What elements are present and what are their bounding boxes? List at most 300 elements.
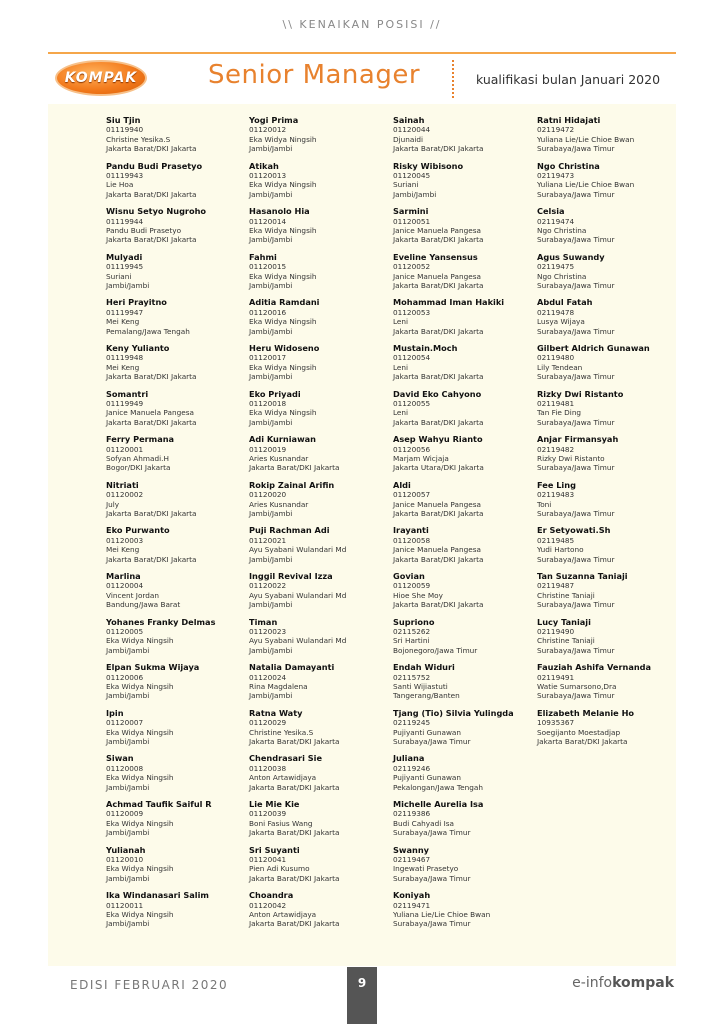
- member-id: 01120008: [106, 763, 144, 773]
- member-sponsor: Anton Artawidjaya: [249, 773, 317, 783]
- member-id: 01120015: [249, 262, 287, 272]
- member-name: Risky Wibisono: [393, 160, 464, 171]
- member-id: 02115262: [393, 626, 431, 636]
- member-entry: [393, 207, 543, 253]
- member-name: Pandu Budi Prasetyo: [106, 160, 203, 171]
- header-rule: [48, 52, 676, 54]
- member-name: Atikah: [249, 160, 279, 171]
- member-location: Bandung/Jawa Barat: [106, 600, 181, 610]
- kompak-logo: [55, 60, 147, 96]
- member-name: Rokip Zainal Arifin: [249, 479, 335, 490]
- member-location: Surabaya/Jawa Timur: [537, 463, 615, 473]
- member-id: 01120006: [106, 672, 144, 682]
- member-sponsor: Lusya Wijaya: [537, 317, 585, 327]
- member-sponsor: Suriani: [106, 271, 132, 281]
- member-entry: [393, 663, 543, 709]
- member-id: 02115752: [393, 672, 431, 682]
- member-id: 01120012: [249, 125, 287, 135]
- member-id: 01120002: [106, 490, 144, 500]
- member-id: 01120039: [249, 809, 287, 819]
- member-name: Natalia Damayanti: [249, 662, 335, 673]
- member-location: Jakarta Barat/DKI Jakarta: [106, 235, 197, 245]
- member-column-2: [249, 116, 399, 937]
- member-location: Jakarta Barat/DKI Jakarta: [393, 417, 484, 427]
- member-name: Govian: [393, 570, 425, 581]
- member-location: Jakarta Barat/DKI Jakarta: [537, 736, 628, 746]
- member-location: Jakarta Barat/DKI Jakarta: [249, 919, 340, 929]
- member-name: Gilbert Aldrich Gunawan: [537, 342, 650, 353]
- member-name: Ipin: [106, 707, 124, 718]
- member-entry: [393, 162, 543, 208]
- member-entry: [537, 618, 687, 664]
- member-name: Eko Purwanto: [106, 525, 170, 536]
- page-number: 9: [357, 976, 367, 990]
- member-sponsor: Soegijanto Moestadjap: [537, 727, 621, 737]
- member-name: Celsia: [537, 206, 565, 217]
- member-id: 01120016: [249, 307, 287, 317]
- member-sponsor: Sri Hartini: [393, 636, 430, 646]
- member-location: Jambi/Jambi: [249, 189, 293, 199]
- member-name: Wisnu Setyo Nugroho: [106, 206, 207, 217]
- member-sponsor: Pujiyanti Gunawan: [393, 773, 462, 783]
- member-id: 01120010: [106, 854, 144, 864]
- member-location: Surabaya/Jawa Timur: [537, 691, 615, 701]
- member-location: Jakarta Barat/DKI Jakarta: [393, 144, 484, 154]
- member-name: Fahmi: [249, 251, 277, 262]
- member-entry: [249, 663, 399, 709]
- member-location: Surabaya/Jawa Timur: [537, 372, 615, 382]
- member-sponsor: Christine Taniaji: [537, 590, 595, 600]
- member-sponsor: Eka Widya Ningsih: [249, 226, 317, 235]
- member-sponsor: Budi Cahyadi Isa: [393, 818, 454, 828]
- member-entry: [537, 709, 687, 755]
- member-id: 01120045: [393, 171, 431, 180]
- member-name: Rizky Dwi Ristanto: [537, 388, 624, 399]
- member-name: Mustain.Moch: [393, 342, 458, 353]
- member-id: 01120056: [393, 444, 431, 454]
- member-entry: [249, 207, 399, 253]
- member-location: Surabaya/Jawa Timur: [537, 144, 615, 154]
- member-location: Pekalongan/Jawa Tengah: [393, 782, 483, 792]
- member-sponsor: Eka Widya Ningsih: [106, 727, 174, 737]
- member-location: Surabaya/Jawa Timur: [537, 235, 615, 245]
- member-entry: [537, 116, 687, 162]
- member-name: Somantri: [106, 388, 149, 399]
- member-sponsor: Rizky Dwi Ristanto: [537, 453, 605, 463]
- member-sponsor: Watie Sumarsono,Dra: [537, 681, 617, 691]
- member-sponsor: Tan Fie Ding: [537, 408, 582, 418]
- member-sponsor: Eka Widya Ningsih: [249, 180, 317, 190]
- member-name: Mulyadi: [106, 251, 143, 262]
- member-id: 01120001: [106, 444, 144, 454]
- member-id: 02119473: [537, 171, 575, 180]
- member-name: Achmad Taufik Saiful R: [106, 798, 212, 809]
- member-location: Jakarta Barat/DKI Jakarta: [393, 235, 484, 245]
- member-name: Fauziah Ashifa Vernanda: [537, 662, 652, 673]
- member-id: 02119482: [537, 444, 575, 454]
- member-sponsor: Leni: [393, 317, 409, 327]
- member-sponsor: Mei Keng: [106, 545, 140, 555]
- member-entry: [106, 344, 256, 390]
- member-id: 02119472: [537, 125, 575, 135]
- edition-label: EDISI FEBRUARI 2020: [70, 978, 229, 992]
- member-location: Jakarta Barat/DKI Jakarta: [393, 508, 484, 518]
- member-entry: [393, 754, 543, 800]
- member-sponsor: Pandu Budi Prasetyo: [106, 226, 182, 235]
- member-location: Jakarta Barat/DKI Jakarta: [249, 736, 340, 746]
- member-name: Puji Rachman Adi: [249, 525, 330, 536]
- member-sponsor: Ngo Christina: [537, 271, 587, 281]
- member-location: Surabaya/Jawa Timur: [537, 326, 615, 336]
- member-entry: [249, 754, 399, 800]
- member-location: Jambi/Jambi: [249, 372, 293, 382]
- member-name: Lie Mie Kie: [249, 798, 300, 809]
- member-id: 02119481: [537, 398, 575, 408]
- member-entry: [249, 800, 399, 846]
- member-name: David Eko Cahyono: [393, 388, 482, 399]
- member-location: Jambi/Jambi: [249, 235, 293, 245]
- member-sponsor: Eka Widya Ningsih: [106, 864, 174, 874]
- member-column-3: [393, 116, 543, 937]
- member-name: Swanny: [393, 844, 429, 855]
- member-location: Surabaya/Jawa Timur: [393, 828, 471, 838]
- member-location: Jambi/Jambi: [249, 508, 293, 518]
- member-sponsor: Eka Widya Ningsih: [106, 909, 174, 919]
- member-location: Jakarta Barat/DKI Jakarta: [393, 326, 484, 336]
- member-sponsor: Santi Wijiastuti: [393, 681, 448, 691]
- member-column-4: [537, 116, 687, 754]
- member-name: Choandra: [249, 890, 294, 901]
- member-entry: [537, 162, 687, 208]
- member-sponsor: Janice Manuela Pangesa: [393, 226, 481, 235]
- member-name: Irayanti: [393, 525, 429, 536]
- member-id: 01119947: [106, 307, 144, 317]
- member-id: 01120020: [249, 490, 287, 500]
- member-sponsor: Janice Manuela Pangesa: [393, 545, 481, 555]
- member-location: Jambi/Jambi: [249, 600, 293, 610]
- member-entry: [537, 663, 687, 709]
- member-id: 01120058: [393, 535, 431, 545]
- qualification-period: kualifikasi bulan Januari 2020: [476, 72, 661, 87]
- member-sponsor: Eka Widya Ningsih: [106, 681, 174, 691]
- member-id: 01120051: [393, 216, 431, 226]
- member-name: Yulianah: [106, 844, 146, 855]
- member-sponsor: Yuliana Lie/Lie Chioe Bwan: [537, 134, 635, 144]
- member-entry: [537, 572, 687, 618]
- member-entry: [393, 481, 543, 527]
- member-entry: [393, 253, 543, 299]
- member-location: Jakarta Barat/DKI Jakarta: [249, 828, 340, 838]
- member-location: Pemalang/Jawa Tengah: [106, 326, 190, 336]
- member-location: Jambi/Jambi: [249, 417, 293, 427]
- member-location: Jambi/Jambi: [106, 919, 150, 929]
- member-id: 02119475: [537, 262, 575, 272]
- brand-prefix: e-info: [572, 975, 613, 991]
- member-sponsor: Ngo Christina: [537, 226, 587, 235]
- member-entry: [393, 390, 543, 436]
- member-location: Jakarta Barat/DKI Jakarta: [249, 463, 340, 473]
- member-name: Eveline Yansensus: [393, 251, 478, 262]
- member-location: Surabaya/Jawa Timur: [537, 554, 615, 564]
- member-sponsor: Marjam Wicjaja: [393, 453, 449, 463]
- member-name: Anjar Firmansyah: [537, 434, 619, 445]
- member-sponsor: Leni: [393, 362, 409, 372]
- member-sponsor: Yuliana Lie/Lie Chioe Bwan: [393, 909, 491, 919]
- member-sponsor: Rina Magdalena: [249, 681, 308, 691]
- member-name: Ferry Permana: [106, 434, 175, 445]
- member-location: Jambi/Jambi: [106, 782, 150, 792]
- member-entry: [106, 709, 256, 755]
- member-location: Tangerang/Banten: [393, 691, 460, 701]
- member-location: Jakarta Barat/DKI Jakarta: [106, 372, 197, 382]
- member-entry: [249, 162, 399, 208]
- section-title: \\ KENAIKAN POSISI //: [282, 18, 442, 31]
- member-name: Eko Priyadi: [249, 388, 301, 399]
- member-entry: [393, 344, 543, 390]
- member-sponsor: Eka Widya Ningsih: [249, 408, 317, 418]
- member-sponsor: Hioe She Moy: [393, 590, 443, 600]
- member-id: 02119474: [537, 216, 575, 226]
- page-title: Senior Manager: [208, 60, 421, 90]
- member-entry: [537, 253, 687, 299]
- member-location: Surabaya/Jawa Timur: [393, 873, 471, 883]
- member-entry: [249, 846, 399, 892]
- member-name: Keny Yulianto: [106, 342, 170, 353]
- member-sponsor: Toni: [537, 499, 552, 509]
- member-id: 01120054: [393, 353, 431, 363]
- member-entry: [249, 891, 399, 937]
- member-location: Bogor/DKI Jakarta: [106, 463, 171, 473]
- member-location: Jambi/Jambi: [249, 281, 293, 290]
- member-sponsor: Ayu Syabani Wulandari Md: [249, 590, 347, 600]
- member-id: 01120044: [393, 125, 431, 135]
- member-name: Heru Widoseno: [249, 342, 320, 353]
- member-id: 02119480: [537, 353, 575, 363]
- member-entry: [106, 846, 256, 892]
- member-id: 02119487: [537, 581, 575, 591]
- member-entry: [537, 298, 687, 344]
- member-id: 01119945: [106, 262, 144, 272]
- member-entry: [393, 298, 543, 344]
- member-id: 01119949: [106, 398, 144, 408]
- member-entry: [106, 481, 256, 527]
- member-id: 01120023: [249, 626, 287, 636]
- member-name: Elizabeth Melanie Ho: [537, 707, 635, 718]
- member-entry: [393, 800, 543, 846]
- member-entry: [393, 526, 543, 572]
- member-sponsor: Eka Widya Ningsih: [106, 636, 174, 646]
- member-id: 01120052: [393, 262, 431, 272]
- member-location: Surabaya/Jawa Timur: [537, 600, 615, 610]
- member-name: Marlina: [106, 570, 141, 581]
- member-name: Fee Ling: [537, 479, 576, 490]
- member-sponsor: Pien Adi Kusumo: [249, 864, 310, 874]
- member-entry: [537, 526, 687, 572]
- member-sponsor: Aries Kusnandar: [249, 499, 309, 509]
- member-id: 01120004: [106, 581, 144, 591]
- member-name: Sri Suyanti: [249, 844, 300, 855]
- member-id: 02119467: [393, 854, 431, 864]
- member-location: Jambi/Jambi: [249, 691, 293, 701]
- member-location: Jakarta Barat/DKI Jakarta: [393, 600, 484, 610]
- member-location: Jakarta Barat/DKI Jakarta: [249, 782, 340, 792]
- member-sponsor: Leni: [393, 408, 409, 418]
- member-entry: [106, 663, 256, 709]
- member-id: 02119245: [393, 718, 431, 728]
- member-location: Jakarta Barat/DKI Jakarta: [249, 873, 340, 883]
- member-name: Lucy Taniaji: [537, 616, 591, 627]
- member-name: Aditia Ramdani: [249, 297, 320, 308]
- member-name: Agus Suwandy: [537, 251, 605, 262]
- member-id: 02119485: [537, 535, 575, 545]
- member-id: 02119483: [537, 490, 575, 500]
- member-id: 01120057: [393, 490, 431, 500]
- member-name: Asep Wahyu Rianto: [393, 434, 483, 445]
- member-id: 01120011: [106, 900, 144, 910]
- member-name: Nitriati: [106, 479, 139, 490]
- member-location: Jambi/Jambi: [106, 691, 150, 701]
- member-location: Jambi/Jambi: [106, 828, 150, 838]
- member-id: 01120053: [393, 307, 431, 317]
- member-id: 02119386: [393, 809, 431, 819]
- member-sponsor: Yudi Hartono: [537, 545, 584, 555]
- member-location: Surabaya/Jawa Timur: [537, 508, 615, 518]
- member-sponsor: Yuliana Lie/Lie Chioe Bwan: [537, 180, 635, 190]
- member-name: Sarmini: [393, 206, 429, 217]
- member-sponsor: Lie Hoa: [106, 180, 134, 190]
- member-id: 01119940: [106, 125, 144, 135]
- member-id: 01120014: [249, 216, 287, 226]
- member-entry: [249, 526, 399, 572]
- member-name: Sainah: [393, 115, 425, 125]
- member-name: Adi Kurniawan: [249, 434, 316, 445]
- member-location: Jambi/Jambi: [249, 326, 293, 336]
- member-entry: [393, 846, 543, 892]
- member-name: Juliana: [393, 753, 425, 764]
- member-entry: [393, 891, 543, 937]
- member-name: Yogi Prima: [249, 115, 299, 125]
- member-location: Jambi/Jambi: [106, 873, 150, 883]
- member-location: Jambi/Jambi: [393, 189, 437, 199]
- member-id: 01119944: [106, 216, 144, 226]
- member-id: 01120018: [249, 398, 287, 408]
- member-location: Jambi/Jambi: [106, 736, 150, 746]
- member-entry: [393, 435, 543, 481]
- member-id: 01120007: [106, 718, 144, 728]
- brand-suffix: kompak: [612, 975, 674, 991]
- member-sponsor: Vincent Jordan: [106, 590, 160, 600]
- member-sponsor: Ingewati Prasetyo: [393, 864, 459, 874]
- member-name: Er Setyowati.Sh: [537, 525, 611, 536]
- member-name: Ratni Hidajati: [537, 115, 601, 125]
- member-entry: [249, 253, 399, 299]
- logo-text: KOMPAK: [64, 70, 138, 86]
- member-sponsor: Pujiyanti Gunawan: [393, 727, 462, 737]
- member-entry: [106, 390, 256, 436]
- member-name: Elpan Sukma Wijaya: [106, 662, 200, 673]
- member-column-1: [106, 116, 256, 937]
- member-sponsor: Ayu Syabani Wulandari Md: [249, 636, 347, 646]
- member-entry: [249, 572, 399, 618]
- member-location: Surabaya/Jawa Timur: [537, 645, 615, 655]
- member-entry: [537, 390, 687, 436]
- member-entry: [106, 526, 256, 572]
- member-location: Surabaya/Jawa Timur: [537, 189, 615, 199]
- member-location: Jakarta Barat/DKI Jakarta: [106, 508, 197, 518]
- member-id: 01120055: [393, 398, 431, 408]
- member-entry: [249, 116, 399, 162]
- member-name: Heri Prayitno: [106, 297, 167, 308]
- member-id: 02119490: [537, 626, 575, 636]
- member-entry: [106, 618, 256, 664]
- member-id: 01120038: [249, 763, 287, 773]
- member-id: 01120019: [249, 444, 287, 454]
- member-sponsor: Christine Yesika.S: [249, 727, 314, 737]
- member-id: 01120022: [249, 581, 287, 591]
- member-id: 02119246: [393, 763, 431, 773]
- member-sponsor: Eka Widya Ningsih: [249, 134, 317, 144]
- member-name: Abdul Fatah: [537, 297, 593, 308]
- member-location: Jakarta Utara/DKI Jakarta: [393, 463, 484, 473]
- member-name: Inggil Revival Izza: [249, 570, 333, 581]
- member-sponsor: Lily Tendean: [537, 362, 583, 372]
- member-entry: [249, 709, 399, 755]
- member-location: Jakarta Barat/DKI Jakarta: [106, 554, 197, 564]
- member-name: Hasanolo Hia: [249, 206, 310, 217]
- member-entry: [393, 572, 543, 618]
- member-entry: [106, 435, 256, 481]
- member-id: 01119943: [106, 171, 144, 180]
- member-entry: [249, 390, 399, 436]
- member-id: 01120041: [249, 854, 287, 864]
- member-id: 01120029: [249, 718, 287, 728]
- member-name: Mohammad Iman Hakiki: [393, 297, 505, 308]
- member-name: Yohanes Franky Delmas: [106, 616, 216, 627]
- member-name: Koniyah: [393, 890, 431, 901]
- member-id: 02119478: [537, 307, 575, 317]
- member-entry: [393, 709, 543, 755]
- member-id: 02119471: [393, 900, 431, 910]
- member-id: 01120005: [106, 626, 144, 636]
- member-location: Jakarta Barat/DKI Jakarta: [393, 554, 484, 564]
- member-location: Jambi/Jambi: [249, 645, 293, 655]
- member-entry: [249, 344, 399, 390]
- member-sponsor: Boni Fasius Wang: [249, 818, 313, 828]
- member-location: Jakarta Barat/DKI Jakarta: [106, 189, 197, 199]
- member-id: 01120021: [249, 535, 287, 545]
- member-sponsor: Christine Yesika.S: [106, 134, 171, 144]
- header-divider: [452, 60, 454, 98]
- member-sponsor: Djunaidi: [393, 134, 424, 144]
- member-name: Ratna Waty: [249, 707, 303, 718]
- member-entry: [249, 618, 399, 664]
- member-sponsor: Eka Widya Ningsih: [249, 271, 317, 281]
- member-entry: [393, 618, 543, 664]
- member-entry: [106, 253, 256, 299]
- member-entry: [106, 207, 256, 253]
- member-entry: [393, 116, 543, 162]
- member-id: 01120059: [393, 581, 431, 591]
- member-sponsor: Janice Manuela Pangesa: [106, 408, 194, 418]
- member-name: Aldi: [393, 479, 411, 490]
- member-sponsor: Janice Manuela Pangesa: [393, 271, 481, 281]
- member-sponsor: Aries Kusnandar: [249, 453, 309, 463]
- member-entry: [537, 344, 687, 390]
- member-location: Jakarta Barat/DKI Jakarta: [393, 372, 484, 382]
- member-sponsor: Anton Artawidjaya: [249, 909, 317, 919]
- member-entry: [537, 207, 687, 253]
- member-location: Surabaya/Jawa Timur: [537, 417, 615, 427]
